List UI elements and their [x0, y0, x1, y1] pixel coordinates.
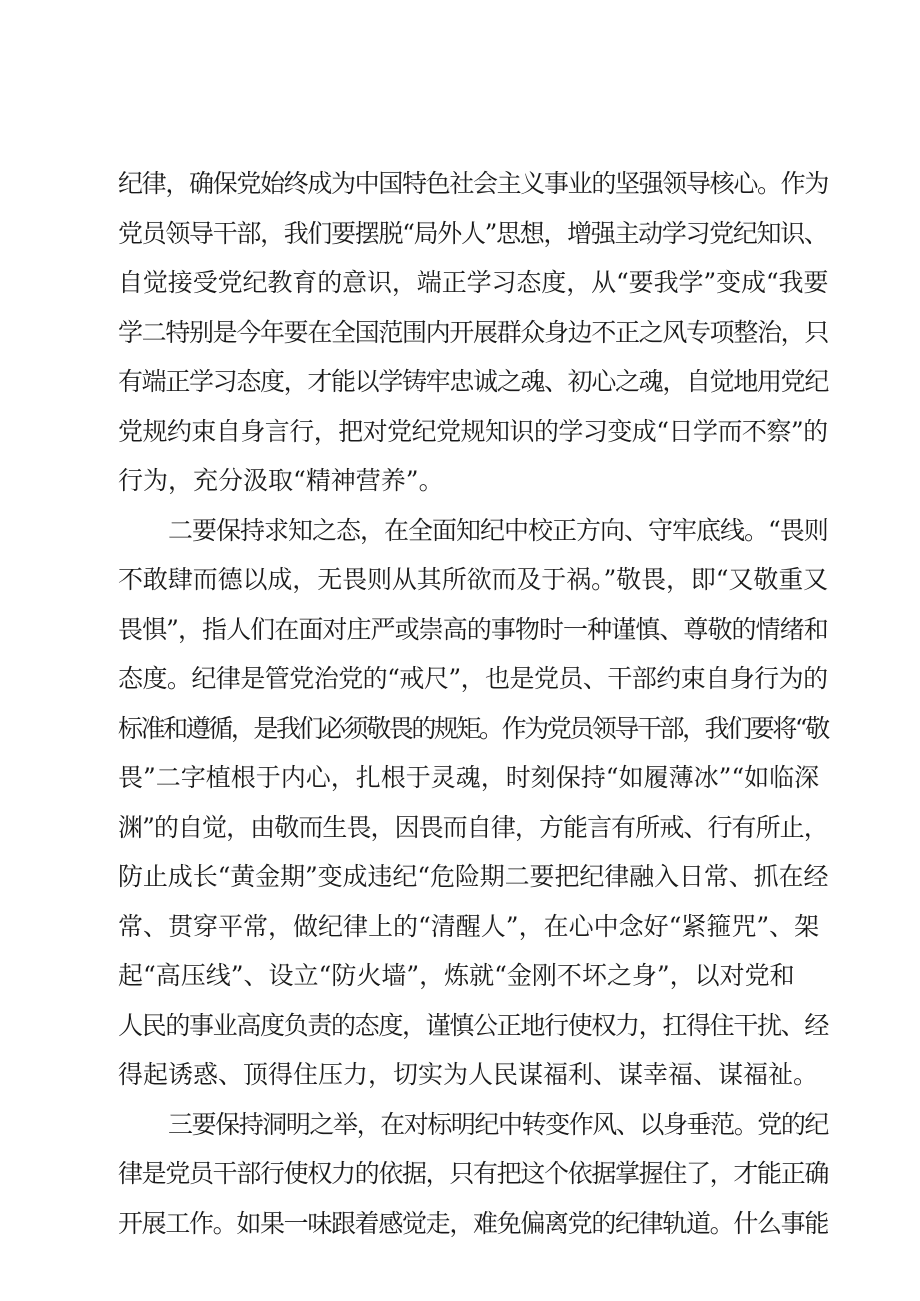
text-line: 有端正学习态度，才能以学铸牢忠诚之魂、初心之魂，自觉地用党纪 — [118, 367, 829, 396]
text-line: 开展工作。如果一味跟着感觉走，难免偏离党的纪律轨道。什么事能 — [118, 1208, 829, 1238]
text-line: 自觉接受党纪教育的意识，端正学习态度，从“要我学”变成“我要 — [118, 268, 829, 297]
text-line: 人民的事业高度负责的态度，谨慎公正地行使权力，扛得住干扰、经 — [118, 1010, 829, 1040]
text-line: 纪律，确保党始终成为中国特色社会主义事业的坚强领导核心。作为 — [118, 169, 829, 198]
text-line: 学二特别是今年要在全国范围内开展群众身边不正之风专项整治，只 — [118, 317, 829, 347]
text-line: 畏惧”，指人们在面对庄严或崇高的事物时一种谨慎、尊敬的情绪和 — [118, 614, 828, 644]
body-text — [118, 159, 828, 1248]
text-line: 标准和遵循，是我们必须敬畏的规矩。作为党员领导干部，我们要将“敬 — [118, 713, 828, 743]
text-line: 畏”二字植根于内心，扎根于灵魂，时刻保持“如履薄冰”“如临深 — [118, 763, 820, 792]
text-line: 行为，充分汲取“精神营养”。 — [118, 466, 444, 495]
text-line: 渊”的自觉，由敬而生畏，因畏而自律，方能言有所戒、行有所止， — [118, 812, 828, 842]
text-line: 常、贯穿平常，做纪律上的“清醒人”，在心中念好“紧箍咒”、架 — [118, 911, 820, 941]
text-line: 防止成长“黄金期”变成违纪“危险期二要把纪律融入日常、抓在经 — [118, 862, 829, 891]
paragraph-start-line: 三要保持洞明之举，在对标明纪中转变作风、以身垂范。党的纪 — [168, 1109, 829, 1139]
text-line: 起“高压线”、设立“防火墙”，炼就“金刚不坏之身”，以对党和 — [118, 961, 795, 990]
text-line: 律是党员干部行使权力的依据，只有把这个依据掌握住了，才能正确 — [118, 1159, 829, 1188]
text-line: 党规约束自身言行，把对党纪党规知识的学习变成“日学而不察”的 — [118, 416, 828, 446]
text-line: 得起诱惑、顶得住压力，切实为人民谋福利、谋幸福、谋福祉。 — [118, 1060, 819, 1089]
text-line: 党员领导干部，我们要摆脱“局外人”思想，增强主动学习党纪知识、 — [118, 218, 828, 248]
paragraph-start-line: 二要保持求知之态，在全面知纪中校正方向、守牢底线。“畏则 — [168, 515, 828, 545]
text-line: 态度。纪律是管党治党的“戒尺”，也是党员、干部约束自身行为的 — [118, 664, 828, 693]
text-line: 不敢肆而德以成，无畏则从其所欲而及于祸。”敬畏，即“又敬重又 — [118, 565, 829, 594]
